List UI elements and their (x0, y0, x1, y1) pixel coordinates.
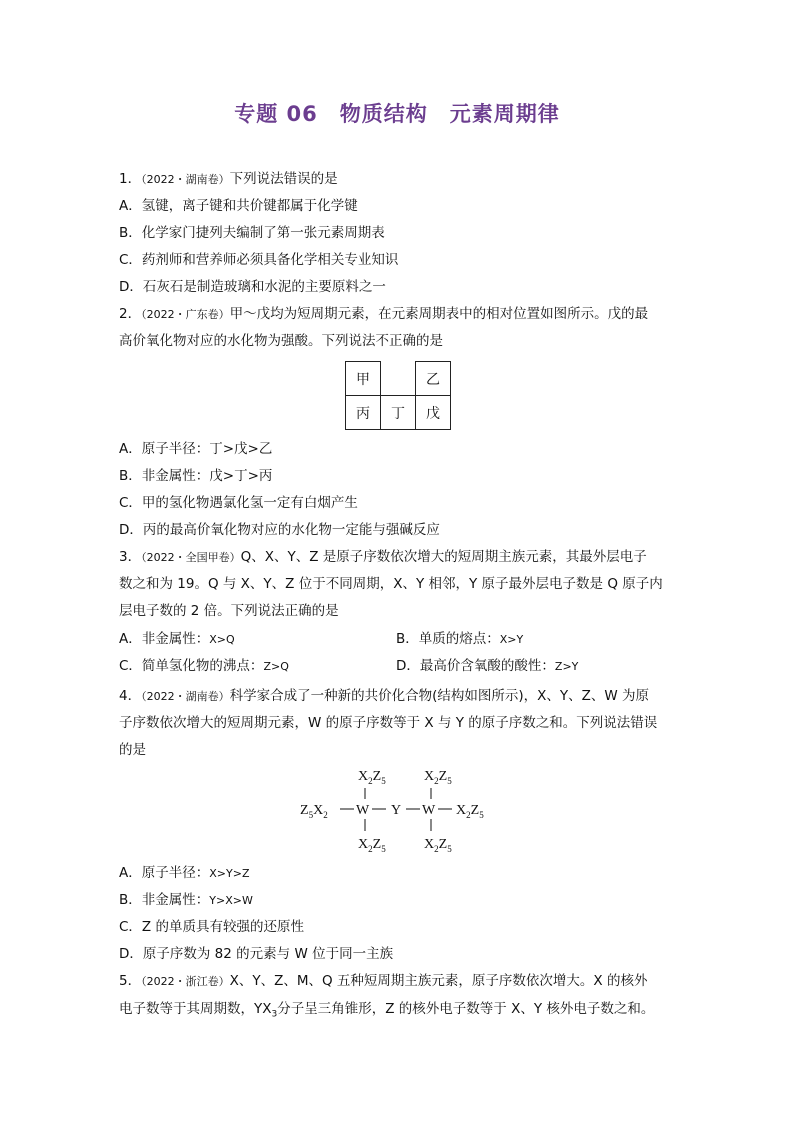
question-text: 甲～戊均为短周期元素，在元素周期表中的相对位置如图所示。戊的最 (229, 306, 649, 322)
q4-option-b (119, 891, 253, 910)
group-top-right (424, 769, 452, 786)
q2-option-a: A．原子半径：丁>戊>乙 (119, 441, 273, 457)
option-label: B．单质的熔点： (396, 631, 500, 647)
question-1-stem (119, 170, 338, 189)
group-right: $X_2Z_5$ (456, 803, 484, 820)
q1-option-b: B．化学家门捷列夫编制了第一张元素周期表 (119, 225, 385, 241)
cell-bing: 丙 (346, 396, 381, 430)
question-3-stem-line1 (119, 548, 647, 567)
atom-w-left: W (356, 803, 370, 818)
q1-option-c: C．药剂师和营养师必须具备化学相关专业知识 (119, 252, 399, 268)
atom-w-right: W (422, 803, 436, 818)
q1-option-d: D．石灰石是制造玻璃和水泥的主要原料之一 (119, 279, 386, 295)
q4-option-a (119, 864, 249, 883)
question-source: （2022・浙江卷） (141, 975, 230, 988)
question-source: （2022・广东卷） (141, 308, 230, 321)
question-text: 科学家合成了一种新的共价化合物(结构如图所示)，X、Y、Z、W 为原 (229, 688, 650, 704)
option-value: X>Q (209, 633, 235, 646)
question-2-stem-line2: 高价氧化物对应的水化物为强酸。下列说法不正确的是 (119, 333, 443, 349)
question-3-stem-line3: 层电子数的 2 倍。下列说法正确的是 (119, 603, 339, 619)
svg-text:X2Z5: $X_2Z_5$ (358, 769, 386, 786)
question-2-stem-line1 (119, 305, 648, 324)
q2-option-c: C．甲的氢化物遇氯化氢一定有白烟产生 (119, 495, 358, 511)
group-bottom-left (358, 837, 386, 854)
svg-text:X2Z5: $X_2Z_5$ (424, 769, 452, 786)
cell-yi: 乙 (416, 362, 451, 396)
question-number: 1． (119, 171, 142, 187)
question-number: 2． (119, 306, 142, 322)
question-number: 4． (119, 688, 142, 704)
question-5-stem-line2: 电子数等于其周期数，$YX_3$分子呈三角锥形，Z 的核外电子数等于 X、Y 核外电子数之和。 (119, 1001, 655, 1020)
option-label: A．非金属性： (119, 631, 210, 647)
question-4-stem-line2: 子序数依次增大的短周期元素，W 的原子序数等于 X 与 Y 的原子序数之和。下列说法错误 (119, 715, 658, 731)
cell-jia: 甲 (346, 362, 381, 396)
svg-text:X2Z5: $X_2Z_5$ (424, 837, 452, 854)
option-label: D．最高价含氧酸的酸性： (396, 658, 555, 674)
q3-option-a (119, 630, 235, 649)
q1-option-a: A．氢键，离子键和共价键都属于化学键 (119, 198, 358, 214)
group-top-left (358, 769, 386, 786)
question-source: （2022・全国甲卷） (141, 551, 241, 564)
question-5-stem-line1 (119, 972, 647, 991)
question-text: 下列说法错误的是 (229, 171, 338, 187)
question-3-stem-line2: 数之和为 19。Q 与 X、Y、Z 位于不同周期，X、Y 相邻，Y 原子最外层电子数是 Q 原子内 (119, 576, 663, 592)
svg-text:X2Z5: $X_2Z_5$ (358, 837, 386, 854)
option-label: A．原子半径： (119, 865, 210, 881)
option-value: Z>Y (554, 660, 579, 673)
atom-y: Y (391, 803, 402, 818)
page-title: 专题 06 物质结构 元素周期律 (234, 102, 560, 126)
q3-option-c (119, 657, 289, 676)
cell-ding: 丁 (381, 396, 416, 430)
molecular-structure-diagram (290, 763, 510, 859)
cell-empty (381, 362, 416, 396)
question-number: 5． (119, 973, 142, 989)
q4-option-d: D．原子序数为 82 的元素与 W 位于同一主族 (119, 946, 394, 962)
cell-wu: 戊 (416, 396, 451, 430)
q4-option-c: C．Z 的单质具有较强的还原性 (119, 919, 304, 935)
q2-option-d: D．丙的最高价氧化物对应的水化物一定能与强碱反应 (119, 522, 440, 538)
periodic-position-table (345, 361, 451, 430)
option-value: Z>Q (263, 660, 289, 673)
q2-option-b: B．非金属性：戊>丁>丙 (119, 468, 273, 484)
question-4-stem-line1 (119, 687, 649, 706)
option-value: X>Y>Z (209, 867, 250, 880)
question-source: （2022・湖南卷） (141, 690, 230, 703)
group-bottom-right (424, 837, 452, 854)
question-4-stem-line3: 的是 (119, 742, 146, 758)
q3-option-d (396, 657, 578, 676)
question-source: （2022・湖南卷） (141, 173, 230, 186)
group-left: $Z_5X_2$ (300, 803, 328, 820)
question-text: Q、X、Y、Z 是原子序数依次增大的短周期主族元素，其最外层电子 (240, 549, 647, 565)
question-number: 3． (119, 549, 142, 565)
question-text: X、Y、Z、M、Q 五种短周期主族元素，原子序数依次增大。X 的核外 (229, 973, 648, 989)
option-label: C．简单氢化物的沸点： (119, 658, 264, 674)
q3-option-b (396, 630, 523, 649)
option-label: B．非金属性： (119, 892, 210, 908)
option-value: X>Y (499, 633, 524, 646)
option-value: Y>X>W (209, 894, 253, 907)
